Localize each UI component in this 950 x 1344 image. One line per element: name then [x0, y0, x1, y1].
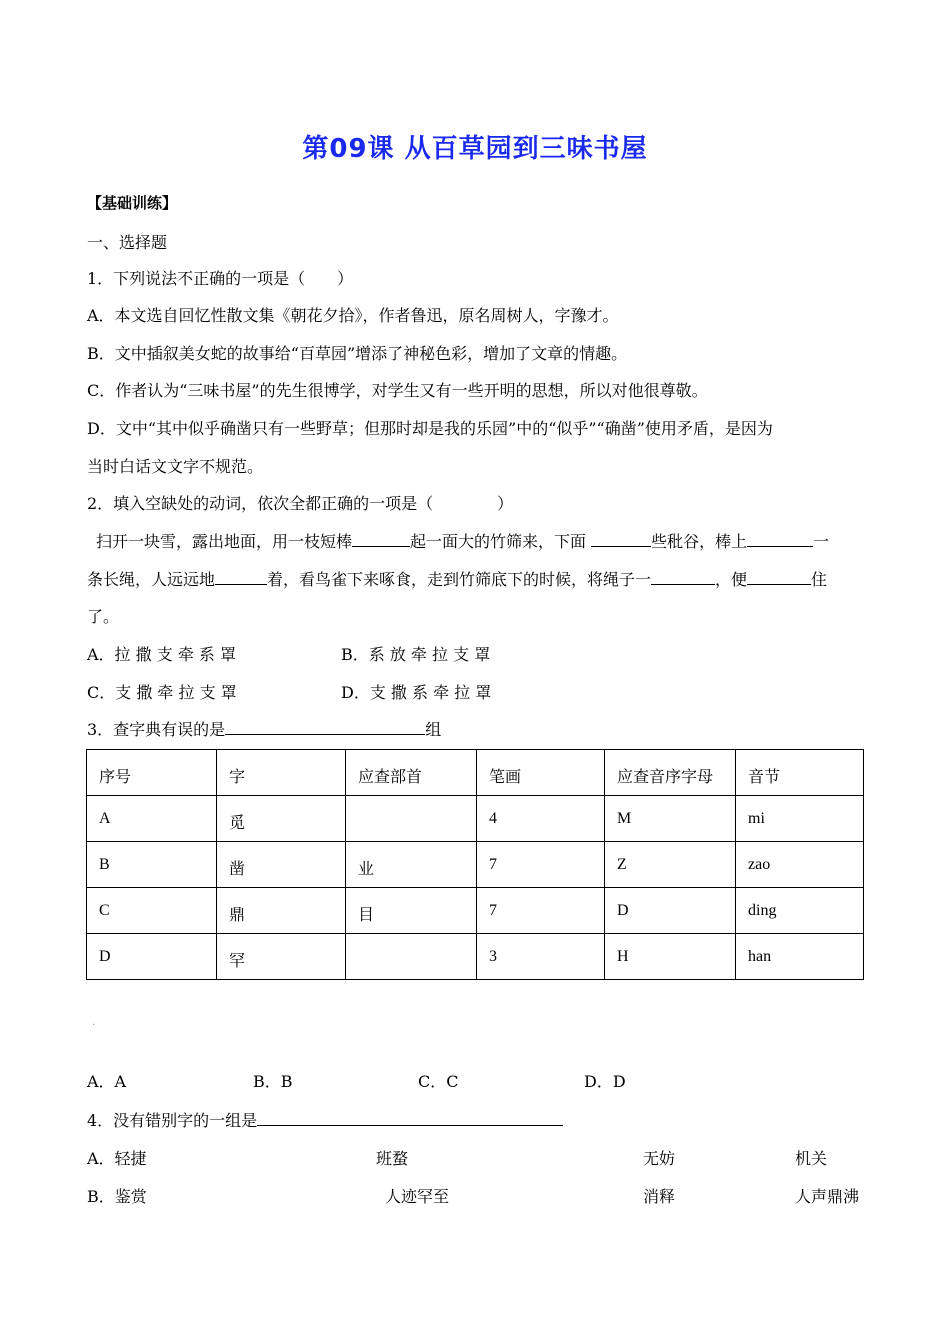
table-row	[87, 842, 864, 888]
q2-text: 扫开一块雪，露出地面，用一枝短棒	[96, 532, 353, 551]
q3-option-d: D．D	[584, 1072, 626, 1091]
q2-text: 些秕谷，棒上	[651, 532, 748, 551]
q4-option-b-word1: B．鉴赏	[87, 1187, 147, 1206]
table-cell: zao	[736, 842, 864, 888]
q4-option-a-word4: 机关	[795, 1149, 828, 1168]
q1-option-c: C．作者认为“三味书屋”的先生很博学，对学生又有一些开明的思想，所以对他很尊敬。	[87, 381, 708, 400]
q1-option-a: A．本文选自回忆性散文集《朝花夕拾》，作者鲁迅，原名周树人，字豫才。	[87, 306, 619, 325]
q3-option-c: C．C	[418, 1072, 459, 1091]
q3-stem-text: 3．查字典有误的是	[87, 720, 226, 739]
table-cell: 7	[477, 842, 605, 888]
table-header-cell: 序号	[87, 750, 217, 796]
q2-option-a: A．拉 撒 支 牵 系 罩	[87, 645, 236, 664]
table-cell: 目	[346, 888, 477, 934]
q2-stem: 2．填入空缺处的动词，依次全都正确的一项是（ ）	[87, 494, 514, 513]
table-cell	[346, 796, 477, 842]
q1-option-d-line1: D．文中“其中似乎确凿只有一些野草；但那时却是我的乐园”中的“似乎”“确凿”使用矛盾，是因为	[87, 419, 773, 438]
table-cell: 4	[477, 796, 605, 842]
q4-stem	[87, 1108, 563, 1131]
q2-text: 一	[813, 532, 830, 551]
q2-option-b: B．系 放 牵 拉 支 罩	[341, 645, 491, 664]
q2-blank-1[interactable]	[352, 530, 410, 547]
q4-option-a-word1: A．轻捷	[87, 1149, 147, 1168]
q2-blank-2[interactable]	[591, 530, 651, 547]
table-row	[87, 888, 864, 934]
table-cell: 3	[477, 934, 605, 980]
table-cell: C	[87, 888, 217, 934]
q2-text: ，便	[715, 570, 748, 589]
table-cell: D	[87, 934, 217, 980]
q4-option-b-word3: 消释	[643, 1187, 676, 1206]
table-cell: ding	[736, 888, 864, 934]
q2-option-c: C．支 撒 牵 拉 支 罩	[87, 683, 237, 702]
q3-stem-suffix: 组	[425, 720, 442, 739]
table-cell: mi	[736, 796, 864, 842]
q4-option-b-word4: 人声鼎沸	[795, 1187, 860, 1206]
q4-answer-blank[interactable]	[257, 1109, 563, 1126]
table-cell: D	[605, 888, 736, 934]
table-header-cell: 笔画	[477, 750, 605, 796]
q2-blank-6[interactable]	[747, 568, 811, 585]
table-cell: Z	[605, 842, 736, 888]
q2-passage-line3: 了。	[87, 607, 120, 626]
q2-text: 条长绳，人远远地	[87, 570, 216, 589]
table-cell: han	[736, 934, 864, 980]
q4-stem-text: 4．没有错别字的一组是	[87, 1111, 258, 1130]
q4-option-a-word2: 班蝥	[376, 1149, 409, 1168]
q2-option-d: D．支 撒 系 牵 拉 罩	[341, 683, 492, 702]
table-cell: B	[87, 842, 217, 888]
q3-answer-blank[interactable]	[225, 718, 425, 735]
table-cell: 7	[477, 888, 605, 934]
q2-text: 着，看鸟雀下来啄食，走到竹筛底下的时候，将绳子一	[267, 570, 652, 589]
q3-option-b: B．B	[253, 1072, 293, 1091]
q4-option-b-word2: 人迹罕至	[385, 1187, 450, 1206]
table-cell: A	[87, 796, 217, 842]
paragraph-mark: ·	[92, 1020, 96, 1031]
table-row	[87, 796, 864, 842]
q2-blank-3[interactable]	[747, 530, 813, 547]
table-row	[87, 934, 864, 980]
table-cell: H	[605, 934, 736, 980]
table-cell: 鼎	[217, 888, 346, 934]
q4-option-a-word3: 无妨	[643, 1149, 676, 1168]
q2-passage-line2	[87, 567, 827, 590]
table-header-cell: 音节	[736, 750, 864, 796]
q1-option-d-line2: 当时白话文文字不规范。	[87, 457, 264, 476]
table-header-cell: 字	[217, 750, 346, 796]
table-header-cell: 应查音序字母	[605, 750, 736, 796]
page-title: 第09课 从百草园到三味书屋	[302, 134, 648, 164]
q1-stem: 1．下列说法不正确的一项是（ ）	[87, 269, 354, 288]
table-cell: 罕	[217, 934, 346, 980]
table-cell	[346, 934, 477, 980]
q2-blank-5[interactable]	[651, 568, 715, 585]
q2-text: 起一面大的竹筛来，下面	[410, 532, 592, 551]
table-header-row	[87, 750, 864, 796]
table-header-cell: 应查部首	[346, 750, 477, 796]
q2-text: 住	[811, 570, 828, 589]
table-cell: 觅	[217, 796, 346, 842]
table-cell: 业	[346, 842, 477, 888]
q1-option-b: B．文中插叙美女蛇的故事给“百草园”增添了神秘色彩，增加了文章的情趣。	[87, 344, 628, 363]
q2-passage-line1	[96, 529, 829, 552]
q3-stem	[87, 717, 441, 740]
table-cell: 凿	[217, 842, 346, 888]
q2-blank-4[interactable]	[215, 568, 267, 585]
q3-option-a: A．A	[87, 1072, 127, 1091]
dictionary-table	[86, 749, 864, 980]
table-cell: M	[605, 796, 736, 842]
section-heading: 【基础训练】	[87, 194, 178, 212]
subsection-heading: 一、选择题	[87, 233, 168, 252]
